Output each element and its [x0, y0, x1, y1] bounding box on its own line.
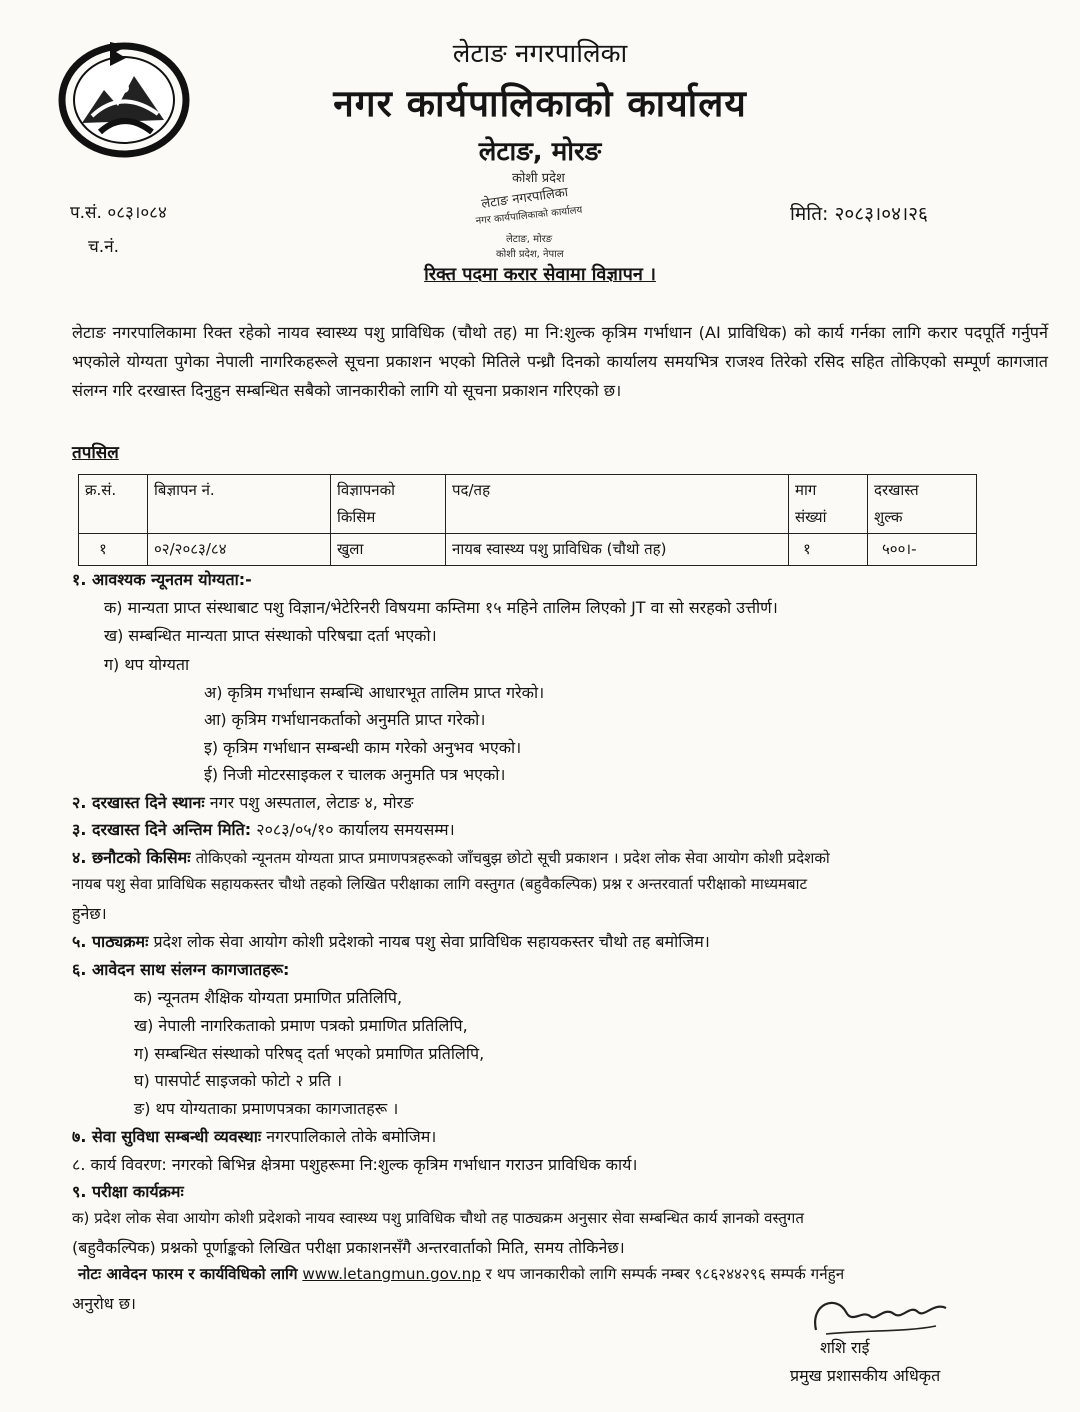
table-header-row — [79, 475, 977, 534]
section-1-sub-4: ई) निजी मोटरसाइकल र चालक अनुमति पत्र भएको। — [204, 765, 506, 784]
section-6-item-b: ख) नेपाली नागरिकताको प्रमाण पत्रको प्रमाणित प्रतिलिपि, — [134, 1016, 468, 1035]
cell-post: नायब स्वास्थ्य पशु प्राविधिक (चौथो तह) — [446, 534, 789, 566]
cell-type: खुला — [331, 534, 446, 566]
note-line-2: अनुरोध छ। — [72, 1294, 136, 1313]
section-5-label: ५. पाठ्यक्रमः — [72, 932, 149, 951]
section-2-label: २. दरखास्त दिने स्थानः — [72, 793, 205, 812]
vacancy-table — [78, 474, 977, 566]
section-6-item-d: घ) पासपोर्ट साइजको फोटो २ प्रति । — [134, 1071, 343, 1090]
header-post: पद/तह — [446, 475, 789, 534]
stamp-line-1: कोशी प्रदेश — [512, 171, 565, 186]
section-6-item-c: ग) सम्बन्धित संस्थाको परिषद् दर्ता भएको प्रमाणित प्रतिलिपि, — [134, 1044, 485, 1063]
section-5 — [72, 930, 710, 952]
section-9-item-a-line-2: (बहुवैकल्पिक) प्रश्नको पूर्णाङ्कको लिखित परीक्षा प्रकाशनसँगै अन्तरवार्ताको मिति, समय तोकिनेछ। — [72, 1238, 625, 1257]
note-prefix: नोटः आवेदन फारम र कार्यविधिको लागि — [78, 1265, 298, 1283]
header-type: विज्ञापनको किसिम — [331, 475, 446, 534]
notice-title — [0, 262, 1080, 286]
table-row — [79, 534, 977, 566]
stamp-line-3: नगर कार्यपालिकाको कार्यालय — [475, 204, 583, 227]
section-3-text: २०८३/०५/१० कार्यालय समयसम्म। — [256, 820, 455, 839]
cell-ad-no: ०२/२०८३/८४ — [148, 534, 331, 566]
section-7-label: ७. सेवा सुविधा सम्बन्धी व्यवस्थाः — [72, 1127, 262, 1146]
note-suffix: सम्पर्क गर्नहुन — [770, 1265, 845, 1283]
intro-paragraph: लेटाङ नगरपालिकामा रिक्त रहेको नायव स्वास्थ्य पशु प्राविधिक (चौथो तह) मा नि:शुल्क कृत्रिम गर्भाधान (AI प्राविधिक) को कार्य गर्नका लागि करार पदपूर्ति गर्नुपर्ने भएकोले योग्यता पुगेका नेपाली नागरिकहरूले सूचना प्रकाशन भएको मितिले पन्ध्रौ दिनको कार्यालय समयभित्र राजश्व तिरेको रसिद सहित तोकिएको सम्पूर्ण कागजात संलग्न गरि दरखास्त दिनुहुन सम्बन्धित सबैको जानकारीको लागि यो सूचना प्रकाशन गरिएको छ। — [72, 323, 1048, 400]
section-3 — [72, 818, 455, 840]
section-3-label: ३. दरखास्त दिने अन्तिम मिति: — [72, 820, 252, 839]
cell-demand: १ — [789, 534, 868, 566]
municipality-name: लेटाङ नगरपालिका — [452, 39, 628, 69]
section-1-title: १. आवश्यक न्यूनतम योग्यता:- — [72, 570, 252, 589]
section-9-title: ९. परीक्षा कार्यक्रमः — [72, 1182, 184, 1201]
header-demand: माग संख्यां — [789, 475, 868, 534]
header-ad-no: बिज्ञापन नं. — [148, 475, 331, 534]
dispatch-number: च.नं. — [88, 237, 120, 257]
section-1-item-a: क) मान्यता प्राप्त संस्थाबाट पशु विज्ञान/भेटेरिनरी विषयमा कम्तिमा १५ महिने तालिम लिएको JT वा सो सरहको उत्तीर्ण। — [104, 598, 778, 617]
signatory-position: प्रमुख प्रशासकीय अधिकृत — [790, 1366, 941, 1385]
website-link[interactable]: www.letangmun.gov.np — [302, 1265, 481, 1283]
stamp-line-2: लेटाङ नगरपालिका — [480, 184, 569, 212]
section-2-text: नगर पशु अस्पताल, लेटाङ ४, मोरङ — [209, 793, 414, 812]
section-7 — [72, 1125, 436, 1147]
section-5-text: प्रदेश लोक सेवा आयोग कोशी प्रदेशको नायब पशु सेवा प्राविधिक सहायकस्तर चौथो तह बमोजिम। — [153, 932, 710, 951]
section-1-sub-2: आ) कृत्रिम गर्भाधानकर्ताको अनुमति प्राप्त गरेको। — [204, 710, 486, 729]
notice-date: मिति: २०८३।०४।२६ — [790, 203, 928, 225]
section-9-item-a-line-1: क) प्रदेश लोक सेवा आयोग कोशी प्रदेशको नायव स्वास्थ्य पशु प्राविधिक चौथो तह पाठ्यक्रम अनुसार सेवा सम्बन्धित कार्य ज्ञानको वस्तुगत — [72, 1209, 804, 1227]
cell-fee: ५००।- — [868, 534, 977, 566]
reference-number: प.सं. ०८३।०८४ — [70, 203, 167, 223]
note-middle: र थप जानकारीको लागि सम्पर्क नम्बर ९८६२४४२९६ — [485, 1265, 766, 1283]
section-7-text: नगरपालिकाले तोके बमोजिम। — [266, 1127, 437, 1146]
office-name: नगर कार्यपालिकाको कार्यालय — [333, 82, 747, 125]
notice-title-text: रिक्त पदमा करार सेवामा विज्ञापन । — [424, 264, 656, 285]
section-6-title: ६. आवेदन साथ संलग्न कागजातहरू: — [72, 960, 290, 979]
office-location: लेटाङ, मोरङ — [478, 137, 602, 167]
section-6-item-e: ङ) थप योग्यताका प्रमाणपत्रका कागजातहरू । — [134, 1099, 399, 1118]
section-1-sub-1: अ) कृत्रिम गर्भाधान सम्बन्धि आधारभूत तालिम प्राप्त गरेको। — [204, 683, 545, 702]
section-4-text-1: तोकिएको न्यूनतम योग्यता प्राप्त प्रमाणपत्रहरूको जाँचबुझ छोटो सूची प्रकाशन । प्रदेश लोक सेवा आयोग कोशी प्रदेशको — [195, 849, 830, 867]
section-1-sub-3: इ) कृत्रिम गर्भाधान सम्बन्धी काम गरेको अनुभव भएको। — [204, 738, 522, 757]
section-4-line-1 — [72, 846, 830, 868]
header-fee: दरखास्त शुल्क — [868, 475, 977, 534]
section-4-line-2: नायब पशु सेवा प्राविधिक सहायकस्तर चौथो तहको लिखित परीक्षाका लागि वस्तुगत (बहुवैकल्पिक) प्रश्न र अन्तरवार्ता परीक्षाको माध्यमबाट — [72, 875, 808, 893]
section-2 — [72, 791, 413, 813]
section-8: ८. कार्य विवरण: नगरको बिभिन्न क्षेत्रमा पशुहरूमा नि:शुल्क कृत्रिम गर्भाधान गराउन प्राविधिक कार्य। — [72, 1155, 638, 1174]
section-1-item-b: ख) सम्बन्धित मान्यता प्राप्त संस्थाको परिषद्मा दर्ता भएको। — [104, 626, 437, 645]
signatory-name: शशि राई — [820, 1338, 870, 1357]
stamp-line-4: लेटाङ, मोरङ — [506, 234, 553, 245]
office-stamp — [466, 160, 616, 270]
note-line-1 — [78, 1264, 844, 1284]
section-1-item-c: ग) थप योग्यता — [104, 655, 190, 674]
section-4-line-3: हुनेछ। — [72, 904, 107, 923]
header-sn: क्र.सं. — [79, 475, 148, 534]
section-4-label: ४. छनौटको किसिमः — [72, 848, 191, 867]
cell-sn: १ — [79, 534, 148, 566]
stamp-line-5: कोशी प्रदेश, नेपाल — [496, 249, 564, 260]
section-6-item-a: क) न्यूनतम शैक्षिक योग्यता प्रमाणित प्रतिलिपि, — [134, 988, 403, 1007]
details-heading: तपसिल — [72, 443, 119, 463]
